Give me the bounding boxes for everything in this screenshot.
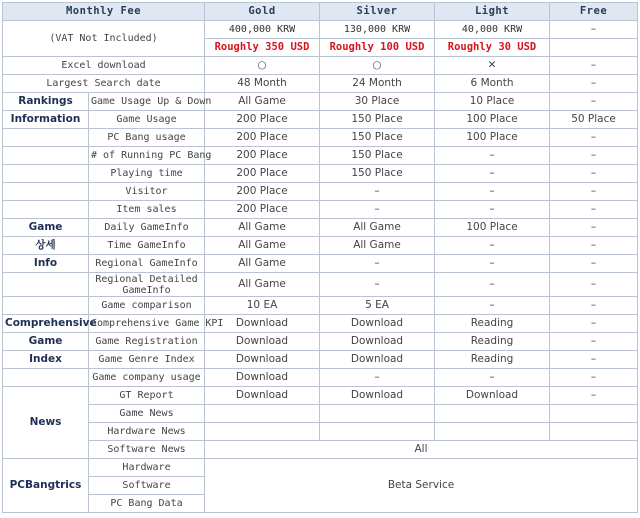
excel-free: – [550, 57, 638, 75]
cell: – [550, 93, 638, 111]
cell: Download [205, 387, 320, 405]
table-row [3, 147, 638, 165]
table-row [3, 369, 638, 387]
table-row [3, 333, 638, 351]
cell: 200 Place [205, 147, 320, 165]
cell: – [550, 315, 638, 333]
price-krw-light: 40,000 KRW [435, 21, 550, 39]
cell: 200 Place [205, 129, 320, 147]
search-gold: 48 Month [205, 75, 320, 93]
cell: 150 Place [320, 147, 435, 165]
table-row [3, 423, 638, 441]
cell: 30 Place [320, 93, 435, 111]
price-usd-gold: Roughly 350 USD [205, 39, 320, 57]
table-row [3, 237, 638, 255]
table-row [3, 351, 638, 369]
row-label: Game comparison [89, 297, 205, 315]
category-index: Index [3, 351, 89, 369]
row-label: Hardware News [89, 423, 205, 441]
cell: – [320, 183, 435, 201]
cell [205, 423, 320, 441]
cell: – [320, 201, 435, 219]
row-label: Comprehensive Game KPI [89, 315, 205, 333]
vat-note: (VAT Not Included) [3, 21, 205, 57]
cell: 150 Place [320, 111, 435, 129]
plan-light: Light [435, 3, 550, 21]
row-label: Daily GameInfo [89, 219, 205, 237]
header-title: Monthly Fee [3, 3, 205, 21]
excel-label: Excel download [3, 57, 205, 75]
category-comprehensive: Comprehensive [3, 315, 89, 333]
cell: – [550, 129, 638, 147]
category-empty [3, 129, 89, 147]
price-krw-gold: 400,000 KRW [205, 21, 320, 39]
plan-gold: Gold [205, 3, 320, 21]
cell: – [435, 255, 550, 273]
category-news: News [3, 387, 89, 459]
table-row [3, 183, 638, 201]
cell: 150 Place [320, 129, 435, 147]
excel-gold: ○ [205, 57, 320, 75]
table-row [3, 219, 638, 237]
search-label: Largest Search date [3, 75, 205, 93]
excel-row [3, 57, 638, 75]
cell [320, 405, 435, 423]
cell: 10 Place [435, 93, 550, 111]
table-row [3, 405, 638, 423]
cell: 5 EA [320, 297, 435, 315]
table-row [3, 297, 638, 315]
row-label: Regional GameInfo [89, 255, 205, 273]
cell: Download [320, 315, 435, 333]
row-label: Time GameInfo [89, 237, 205, 255]
category-empty [3, 273, 89, 297]
cell: – [435, 201, 550, 219]
category-rankings: Rankings [3, 93, 89, 111]
cell: – [435, 237, 550, 255]
category-empty [3, 147, 89, 165]
row-label: Software News [89, 441, 205, 459]
price-usd-silver: Roughly 100 USD [320, 39, 435, 57]
cell: Reading [435, 333, 550, 351]
row-label: Visitor [89, 183, 205, 201]
search-light: 6 Month [435, 75, 550, 93]
category-game-ko: 상세 [3, 237, 89, 255]
cell-all: All [205, 441, 638, 459]
cell [320, 423, 435, 441]
price-krw-free: – [550, 21, 638, 39]
cell: 150 Place [320, 165, 435, 183]
monthly-fee-table [2, 2, 638, 513]
cell: All Game [320, 219, 435, 237]
cell: 10 EA [205, 297, 320, 315]
table-row [3, 441, 638, 459]
cell: – [550, 333, 638, 351]
row-label: Game Registration [89, 333, 205, 351]
table-row [3, 165, 638, 183]
cell: – [435, 369, 550, 387]
cell: Download [205, 333, 320, 351]
row-label: Hardware [89, 459, 205, 477]
cell: 50 Place [550, 111, 638, 129]
search-free: – [550, 75, 638, 93]
price-krw-silver: 130,000 KRW [320, 21, 435, 39]
cell: 100 Place [435, 111, 550, 129]
cell: Reading [435, 315, 550, 333]
row-label: Game company usage [89, 369, 205, 387]
cell [205, 405, 320, 423]
cell: 100 Place [435, 129, 550, 147]
category-game: Game [3, 219, 89, 237]
cell: 200 Place [205, 201, 320, 219]
category-pcbangtrics: PCBangtrics [3, 459, 89, 513]
cell: All Game [205, 255, 320, 273]
search-row [3, 75, 638, 93]
excel-silver: ○ [320, 57, 435, 75]
cell: – [550, 297, 638, 315]
row-label: Regional Detailed GameInfo [89, 273, 205, 297]
row-label: PC Bang usage [89, 129, 205, 147]
table-row [3, 459, 638, 477]
category-empty [3, 369, 89, 387]
category-empty [3, 201, 89, 219]
row-label: PC Bang Data [89, 495, 205, 513]
cell: Download [205, 369, 320, 387]
cell: All Game [205, 273, 320, 297]
row-label: Game News [89, 405, 205, 423]
cell: – [320, 369, 435, 387]
cell: 200 Place [205, 111, 320, 129]
table-row [3, 255, 638, 273]
price-usd-light: Roughly 30 USD [435, 39, 550, 57]
table-row [3, 111, 638, 129]
row-label: Item sales [89, 201, 205, 219]
category-empty [3, 297, 89, 315]
cell: – [550, 201, 638, 219]
row-label: Game Usage Up & Down [89, 93, 205, 111]
cell: Download [205, 351, 320, 369]
table-row [3, 273, 638, 297]
cell: – [550, 369, 638, 387]
cell: Download [205, 315, 320, 333]
category-information: Information [3, 111, 89, 129]
cell: – [550, 147, 638, 165]
cell: 100 Place [435, 219, 550, 237]
cell: – [550, 255, 638, 273]
row-label: Game Usage [89, 111, 205, 129]
search-silver: 24 Month [320, 75, 435, 93]
price-usd-free [550, 39, 638, 57]
plan-free: Free [550, 3, 638, 21]
cell: Download [320, 351, 435, 369]
cell: Download [435, 387, 550, 405]
cell: All Game [320, 237, 435, 255]
row-label: GT Report [89, 387, 205, 405]
cell: – [435, 183, 550, 201]
cell [550, 405, 638, 423]
cell-beta-service: Beta Service [205, 459, 638, 513]
cell: Download [320, 333, 435, 351]
cell [550, 423, 638, 441]
cell: – [550, 273, 638, 297]
table-row [3, 315, 638, 333]
cell: Download [320, 387, 435, 405]
category-empty [3, 165, 89, 183]
cell [435, 405, 550, 423]
row-label: Game Genre Index [89, 351, 205, 369]
cell: All Game [205, 237, 320, 255]
row-label: Software [89, 477, 205, 495]
cell: – [435, 147, 550, 165]
table-row [3, 201, 638, 219]
cell: – [320, 255, 435, 273]
price-krw-row [3, 21, 638, 39]
table-row [3, 129, 638, 147]
cell: – [550, 165, 638, 183]
cell: All Game [205, 93, 320, 111]
cell: All Game [205, 219, 320, 237]
cell: – [550, 183, 638, 201]
excel-light: ✕ [435, 57, 550, 75]
table-row [3, 387, 638, 405]
cell: – [550, 351, 638, 369]
header-row [3, 3, 638, 21]
cell: – [435, 273, 550, 297]
table-row [3, 93, 638, 111]
cell: 200 Place [205, 183, 320, 201]
cell: – [550, 387, 638, 405]
cell: – [550, 237, 638, 255]
cell: – [435, 297, 550, 315]
row-label: Playing time [89, 165, 205, 183]
cell: – [435, 165, 550, 183]
row-label: # of Running PC Bang [89, 147, 205, 165]
cell: Reading [435, 351, 550, 369]
category-info: Info [3, 255, 89, 273]
category-game2: Game [3, 333, 89, 351]
cell: 200 Place [205, 165, 320, 183]
cell: – [320, 273, 435, 297]
plan-silver: Silver [320, 3, 435, 21]
category-empty [3, 183, 89, 201]
cell: – [550, 219, 638, 237]
cell [435, 423, 550, 441]
